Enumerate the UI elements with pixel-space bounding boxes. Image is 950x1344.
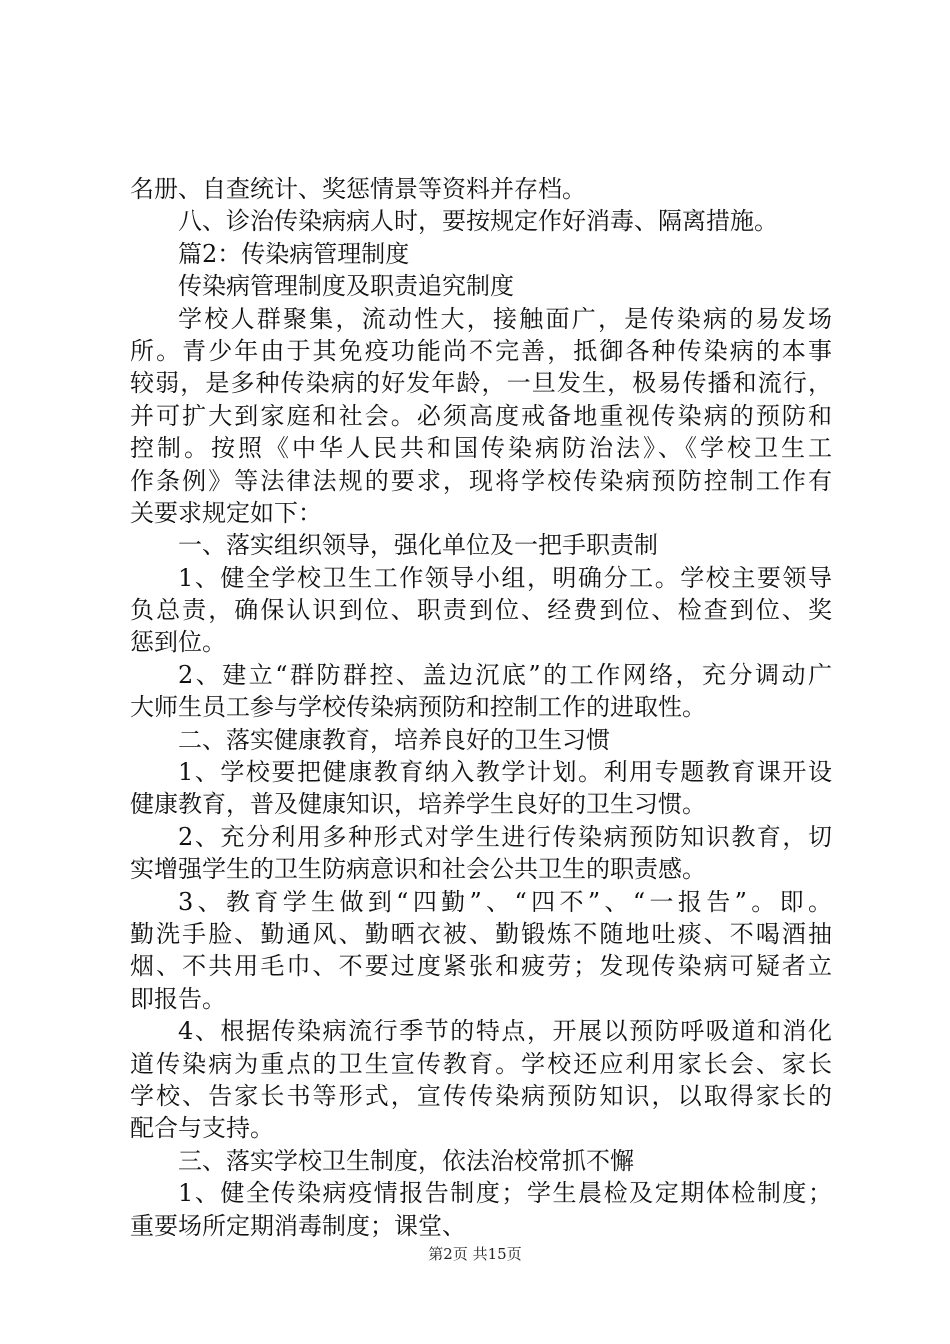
text-line: 重要场所定期消毒制度；课堂、 xyxy=(130,1211,466,1240)
text-line: 负总责，确保认识到位、职责到位、经费到位、检查到位、奖 xyxy=(130,596,832,625)
text-line: 篇2：传染病管理制度 xyxy=(178,239,410,268)
document-body xyxy=(130,173,832,1242)
text-line: 3、教育学生做到“四勤”、“四不”、“一报告”。即。 xyxy=(178,887,832,916)
text-line: 名册、自查统计、奖惩情景等资料并存档。 xyxy=(130,175,586,203)
text-line: 1、健全学校卫生工作领导小组，明确分工。学校主要领导 xyxy=(178,563,832,592)
text-line: 大师生员工参与学校传染病预防和控制工作的进取性。 xyxy=(130,693,706,722)
text-line: 控制。按照《中华人民共和国传染病防治法》、《学校卫生工 xyxy=(130,434,832,463)
text-line: 学校人群聚集，流动性大，接触面广，是传染病的易发场 xyxy=(178,304,832,333)
text-line: 二、落实健康教育，培养良好的卫生习惯 xyxy=(178,725,610,754)
text-line: 配合与支持。 xyxy=(130,1114,274,1143)
text-line: 勤洗手脸、勤通风、勤晒衣被、勤锻炼不随地吐痰、不喝酒抽 xyxy=(130,919,832,948)
text-line: 一、落实组织领导，强化单位及一把手职责制 xyxy=(178,531,658,560)
text-line: 八、诊治传染病病人时，要按规定作好消毒、隔离措施。 xyxy=(178,207,778,236)
text-line: 并可扩大到家庭和社会。必须高度戒备地重视传染病的预防和 xyxy=(130,401,832,430)
text-line: 4、根据传染病流行季节的特点，开展以预防呼吸道和消化 xyxy=(178,1017,832,1046)
text-line: 较弱，是多种传染病的好发年龄，一旦发生，极易传播和流行， xyxy=(130,369,832,398)
text-line: 实增强学生的卫生防病意识和社会公共卫生的职责感。 xyxy=(130,855,706,884)
text-line: 即报告。 xyxy=(130,984,226,1013)
text-line: 1、健全传染病疫情报告制度；学生晨检及定期体检制度； xyxy=(178,1179,832,1208)
text-line: 传染病管理制度及职责追究制度 xyxy=(178,272,514,301)
text-line: 1、学校要把健康教育纳入教学计划。利用专题教育课开设 xyxy=(178,758,832,787)
text-line: 学校、告家长书等形式，宣传传染病预防知识，以取得家长的 xyxy=(130,1081,832,1110)
text-line: 三、落实学校卫生制度，依法治校常抓不懈 xyxy=(178,1146,634,1175)
page-footer: 第2页 共15页 xyxy=(428,1245,522,1263)
text-line: 道传染病为重点的卫生宣传教育。学校还应利用家长会、家长 xyxy=(130,1049,832,1078)
text-line: 惩到位。 xyxy=(130,628,226,657)
text-line: 所。青少年由于其免疫功能尚不完善，抵御各种传染病的本事 xyxy=(130,336,832,365)
text-line: 关要求规定如下： xyxy=(130,498,322,527)
text-line: 2、建立“群防群控、盖边沉底”的工作网络，充分调动广 xyxy=(178,660,832,689)
text-line: 健康教育，普及健康知识，培养学生良好的卫生习惯。 xyxy=(130,790,706,819)
text-line: 烟、不共用毛巾、不要过度紧张和疲劳；发现传染病可疑者立 xyxy=(130,952,832,981)
text-line: 作条例》等法律法规的要求，现将学校传染病预防控制工作有 xyxy=(130,466,832,495)
text-line: 2、充分利用多种形式对学生进行传染病预防知识教育，切 xyxy=(178,822,832,851)
